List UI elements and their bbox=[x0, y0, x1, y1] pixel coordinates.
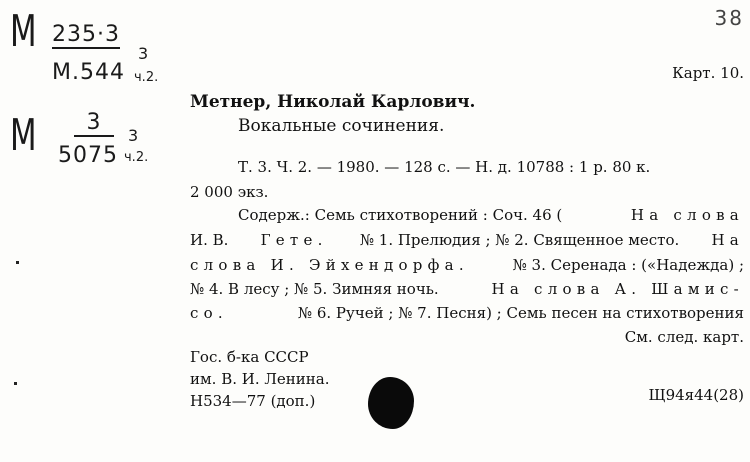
contents-spaced-text: На слова bbox=[630, 206, 744, 224]
imprint-text: Т. 3. Ч. 2. — 1980. — 128 с. — Н. д. 10788 : 1 р. 80 к. bbox=[238, 158, 651, 176]
shelfmark-1-number: 235·3 bbox=[52, 22, 120, 47]
shelfmark-1-letter: М bbox=[10, 6, 37, 57]
contents-spaced-text: со. bbox=[190, 304, 228, 322]
ink-blot bbox=[368, 377, 414, 429]
contents-line-5 bbox=[190, 306, 744, 321]
shelfmark-1-part: ч.2. bbox=[134, 70, 159, 85]
shelfmark-2-sub: 5075 bbox=[58, 143, 118, 168]
contents-line-2 bbox=[190, 233, 744, 248]
contents-text: № 3. Серенада : («Надежда) ; bbox=[512, 256, 744, 274]
see-next-card: См. след. карт. bbox=[624, 328, 744, 346]
margin-mark bbox=[14, 382, 17, 385]
contents-line-1 bbox=[238, 208, 744, 223]
contents-text: № 6. Ручей ; № 7. Песня) ; Семь песен на стихотворения bbox=[297, 304, 744, 322]
card-number: Карт. 10. bbox=[672, 64, 744, 82]
shelfmark-2-part: ч.2. bbox=[124, 150, 149, 165]
contents-text: № 4. В лесу ; № 5. Зимняя ночь. bbox=[190, 280, 439, 298]
corner-number: 38 bbox=[714, 6, 744, 30]
contents-text: № 1. Прелюдия ; № 2. Священное место. bbox=[359, 231, 680, 249]
contents-text: И. В. bbox=[190, 231, 229, 249]
classification-code: Щ94я44(28) bbox=[648, 386, 744, 404]
contents-spaced-text: На bbox=[711, 231, 744, 249]
contents-text: Содерж.: Семь стихотворений : Соч. 46 ( bbox=[238, 206, 563, 224]
shelfmark-2-letter: М bbox=[10, 110, 37, 161]
contents-spaced-text: Гете. bbox=[260, 231, 328, 249]
print-run: 2 000 экз. bbox=[190, 183, 269, 201]
work-title: Вокальные сочинения. bbox=[238, 116, 445, 136]
library-line-1: Гос. б-ка СССР bbox=[190, 348, 309, 366]
author-heading: Метнер, Николай Карлович. bbox=[190, 92, 476, 112]
shelfmark-1-sub: М.544 bbox=[52, 60, 125, 85]
imprint-line bbox=[238, 160, 744, 175]
contents-line-4 bbox=[190, 282, 744, 297]
margin-mark bbox=[16, 261, 19, 264]
library-line-2: им. В. И. Ленина. bbox=[190, 370, 330, 388]
contents-spaced-text: слова И. Эйхендорфа. bbox=[190, 256, 469, 274]
library-line-3: Н534—77 (доп.) bbox=[190, 392, 316, 410]
contents-spaced-text: На слова А. Шамис- bbox=[491, 280, 744, 298]
shelfmark-2-number: 3 bbox=[74, 110, 114, 137]
contents-line-3 bbox=[190, 258, 744, 273]
shelfmark-1-vol: 3 bbox=[138, 44, 149, 63]
shelfmark-2-vol: 3 bbox=[128, 126, 139, 145]
